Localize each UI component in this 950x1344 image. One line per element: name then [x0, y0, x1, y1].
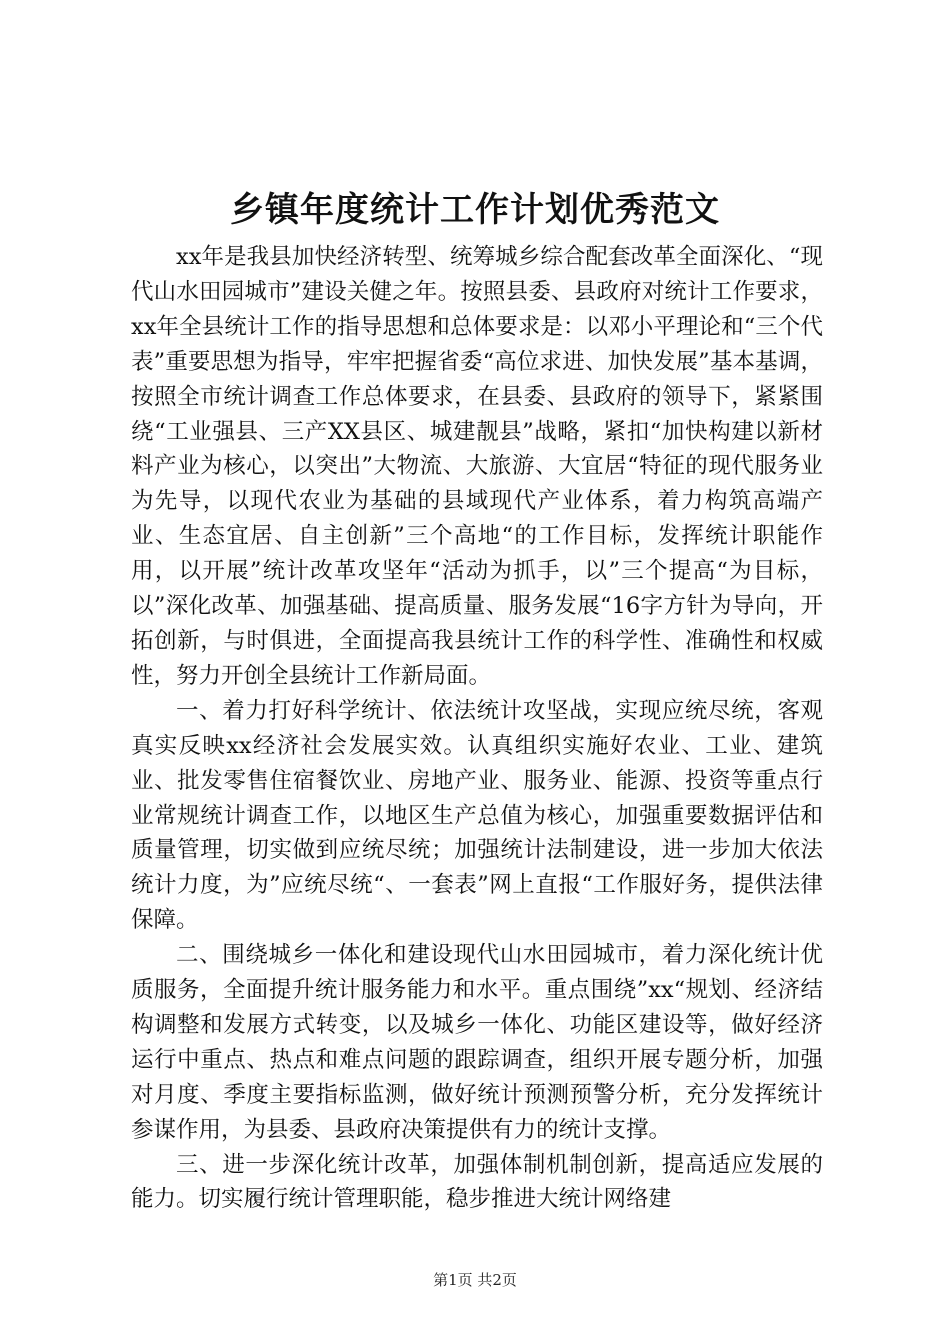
document-title: 乡镇年度统计工作计划优秀范文	[230, 190, 720, 230]
paragraph-intro: xx年是我县加快经济转型、统筹城乡综合配套改革全面深化、“现代山水田园城市”建设关健之年。按照县委、县政府对统计工作要求，xx年全县统计工作的指导思想和总体要求是：以邓小平理论和“三个代表”重要思想为指导，牢牢把握省委“高位求进、加快发展”基本基调，按照全市统计调查工作总体要求，在县委、县政府的领导下，紧紧围绕“工业强县、三产XX县区、城建靓县”战略，紧扣“加快构建以新材料产业为核心，以突出”大物流、大旅游、大宜居“特征的现代服务业为先导，以现代农业为基础的县域现代产业体系，着力构筑高端产业、生态宜居、自主创新”三个高地“的工作目标，发挥统计职能作用，以开展”统计改革攻坚年“活动为抓手，以”三个提高“为目标，以”深化改革、加强基础、提高质量、服务发展“16字方针为导向，开拓创新，与时俱进，全面提高我县统计工作的科学性、准确性和权威性，努力开创全县统计工作新局面。	[131, 244, 823, 689]
paragraph-section-1: 一、着力打好科学统计、依法统计攻坚战，实现应统尽统，客观真实反映xx经济社会发展实效。认真组织实施好农业、工业、建筑业、批发零售住宿餐饮业、房地产业、服务业、能源、投资等重点行业常规统计调查工作，以地区生产总值为核心，加强重要数据评估和质量管理，切实做到应统尽统；加强统计法制建设，进一步加大依法统计力度，为”应统尽统“、一套表”网上直报“工作服好务，提供法律保障。	[131, 697, 823, 934]
paragraph-section-3: 三、进一步深化统计改革，加强体制机制创新，提高适应发展的能力。切实履行统计管理职能，稳步推进大统计网络建	[131, 1151, 823, 1213]
page-number-footer: 第1页 共2页	[433, 1271, 517, 1289]
paragraph-section-2: 二、围绕城乡一体化和建设现代山水田园城市，着力深化统计优质服务，全面提升统计服务能力和水平。重点围绕”xx“规划、经济结构调整和发展方式转变，以及城乡一体化、功能区建设等，做好经济运行中重点、热点和难点问题的跟踪调查，组织开展专题分析，加强对月度、季度主要指标监测，做好统计预测预警分析，充分发挥统计参谋作用，为县委、县政府决策提供有力的统计支撑。	[131, 942, 823, 1143]
document-body	[131, 240, 823, 1217]
